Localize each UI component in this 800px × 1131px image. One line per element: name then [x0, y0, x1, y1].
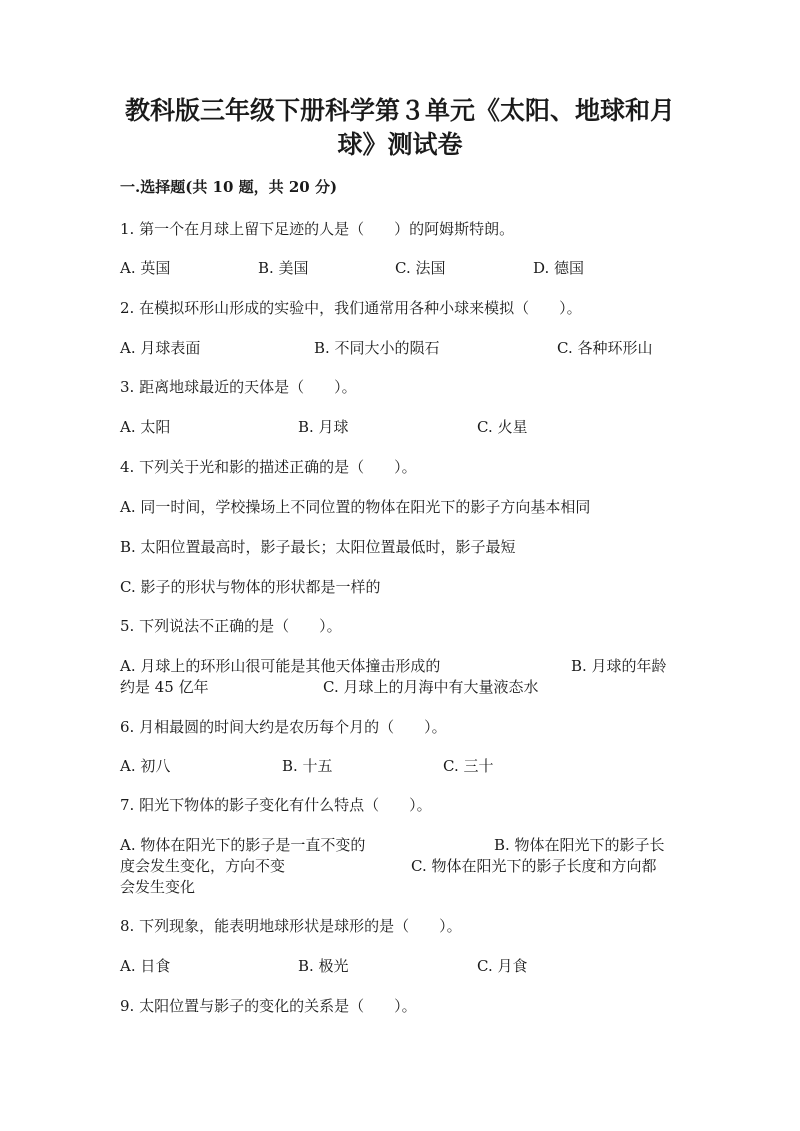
question-7-option-c[interactable]: C. 物体在阳光下的影子长度和方向都 [411, 857, 657, 875]
question-5-option-c[interactable]: C. 月球上的月海中有大量液态水 [323, 678, 539, 696]
question-5-option-b-continued[interactable]: 约是 45 亿年 [120, 678, 209, 696]
question-8-option-b[interactable]: B. 极光 [298, 957, 349, 975]
question-8-option-c[interactable]: C. 月食 [477, 957, 528, 975]
question-6-stem: 6. 月相最圆的时间大约是农历每个月的（ ）。 [120, 718, 447, 736]
question-7-option-b-continued[interactable]: 度会发生变化，方向不变 [120, 857, 286, 875]
question-3-option-a[interactable]: A. 太阳 [120, 418, 171, 436]
question-9-stem: 9. 太阳位置与影子的变化的关系是（ ）。 [120, 997, 417, 1015]
question-1-option-d[interactable]: D. 德国 [533, 259, 585, 277]
question-6-option-b[interactable]: B. 十五 [282, 757, 333, 775]
question-7-option-c-continued[interactable]: 会发生变化 [120, 878, 196, 896]
page-title-line-1: 教科版三年级下册科学第３单元《太阳、地球和月 [124, 96, 675, 125]
question-4-option-b[interactable]: B. 太阳位置最高时，影子最长；太阳位置最低时，影子最短 [120, 538, 516, 556]
question-4-option-a[interactable]: A. 同一时间，学校操场上不同位置的物体在阳光下的影子方向基本相同 [120, 498, 591, 516]
question-1-option-a[interactable]: A. 英国 [120, 259, 171, 277]
question-5-option-a[interactable]: A. 月球上的环形山很可能是其他天体撞击形成的 [120, 657, 441, 675]
section-heading: 一.选择题(共 10 题，共 20 分) [120, 178, 338, 196]
question-6-option-c[interactable]: C. 三十 [443, 757, 494, 775]
question-4-option-c[interactable]: C. 影子的形状与物体的形状都是一样的 [120, 578, 381, 596]
question-3-option-b[interactable]: B. 月球 [298, 418, 349, 436]
question-8-option-a[interactable]: A. 日食 [120, 957, 171, 975]
question-1-option-c[interactable]: C. 法国 [395, 259, 446, 277]
page-title-line-2: 球》测试卷 [337, 130, 463, 159]
question-1-stem: 1. 第一个在月球上留下足迹的人是（ ）的阿姆斯特朗。 [120, 220, 515, 238]
question-7-stem: 7. 阳光下物体的影子变化有什么特点（ ）。 [120, 796, 432, 814]
question-8-stem: 8. 下列现象，能表明地球形状是球形的是（ ）。 [120, 917, 462, 935]
question-2-stem: 2. 在模拟环形山形成的实验中，我们通常用各种小球来模拟（ ）。 [120, 299, 582, 317]
question-2-option-b[interactable]: B. 不同大小的陨石 [314, 339, 440, 357]
question-5-option-b[interactable]: B. 月球的年龄 [571, 657, 667, 675]
question-2-option-a[interactable]: A. 月球表面 [120, 339, 201, 357]
question-7-option-b[interactable]: B. 物体在阳光下的影子长 [494, 836, 665, 854]
question-5-stem: 5. 下列说法不正确的是（ ）。 [120, 617, 342, 635]
question-7-option-a[interactable]: A. 物体在阳光下的影子是一直不变的 [120, 836, 366, 854]
question-1-option-b[interactable]: B. 美国 [258, 259, 309, 277]
question-6-option-a[interactable]: A. 初八 [120, 757, 171, 775]
question-3-option-c[interactable]: C. 火星 [477, 418, 528, 436]
question-3-stem: 3. 距离地球最近的天体是（ ）。 [120, 378, 357, 396]
question-2-option-c[interactable]: C. 各种环形山 [557, 339, 653, 357]
question-4-stem: 4. 下列关于光和影的描述正确的是（ ）。 [120, 458, 417, 476]
